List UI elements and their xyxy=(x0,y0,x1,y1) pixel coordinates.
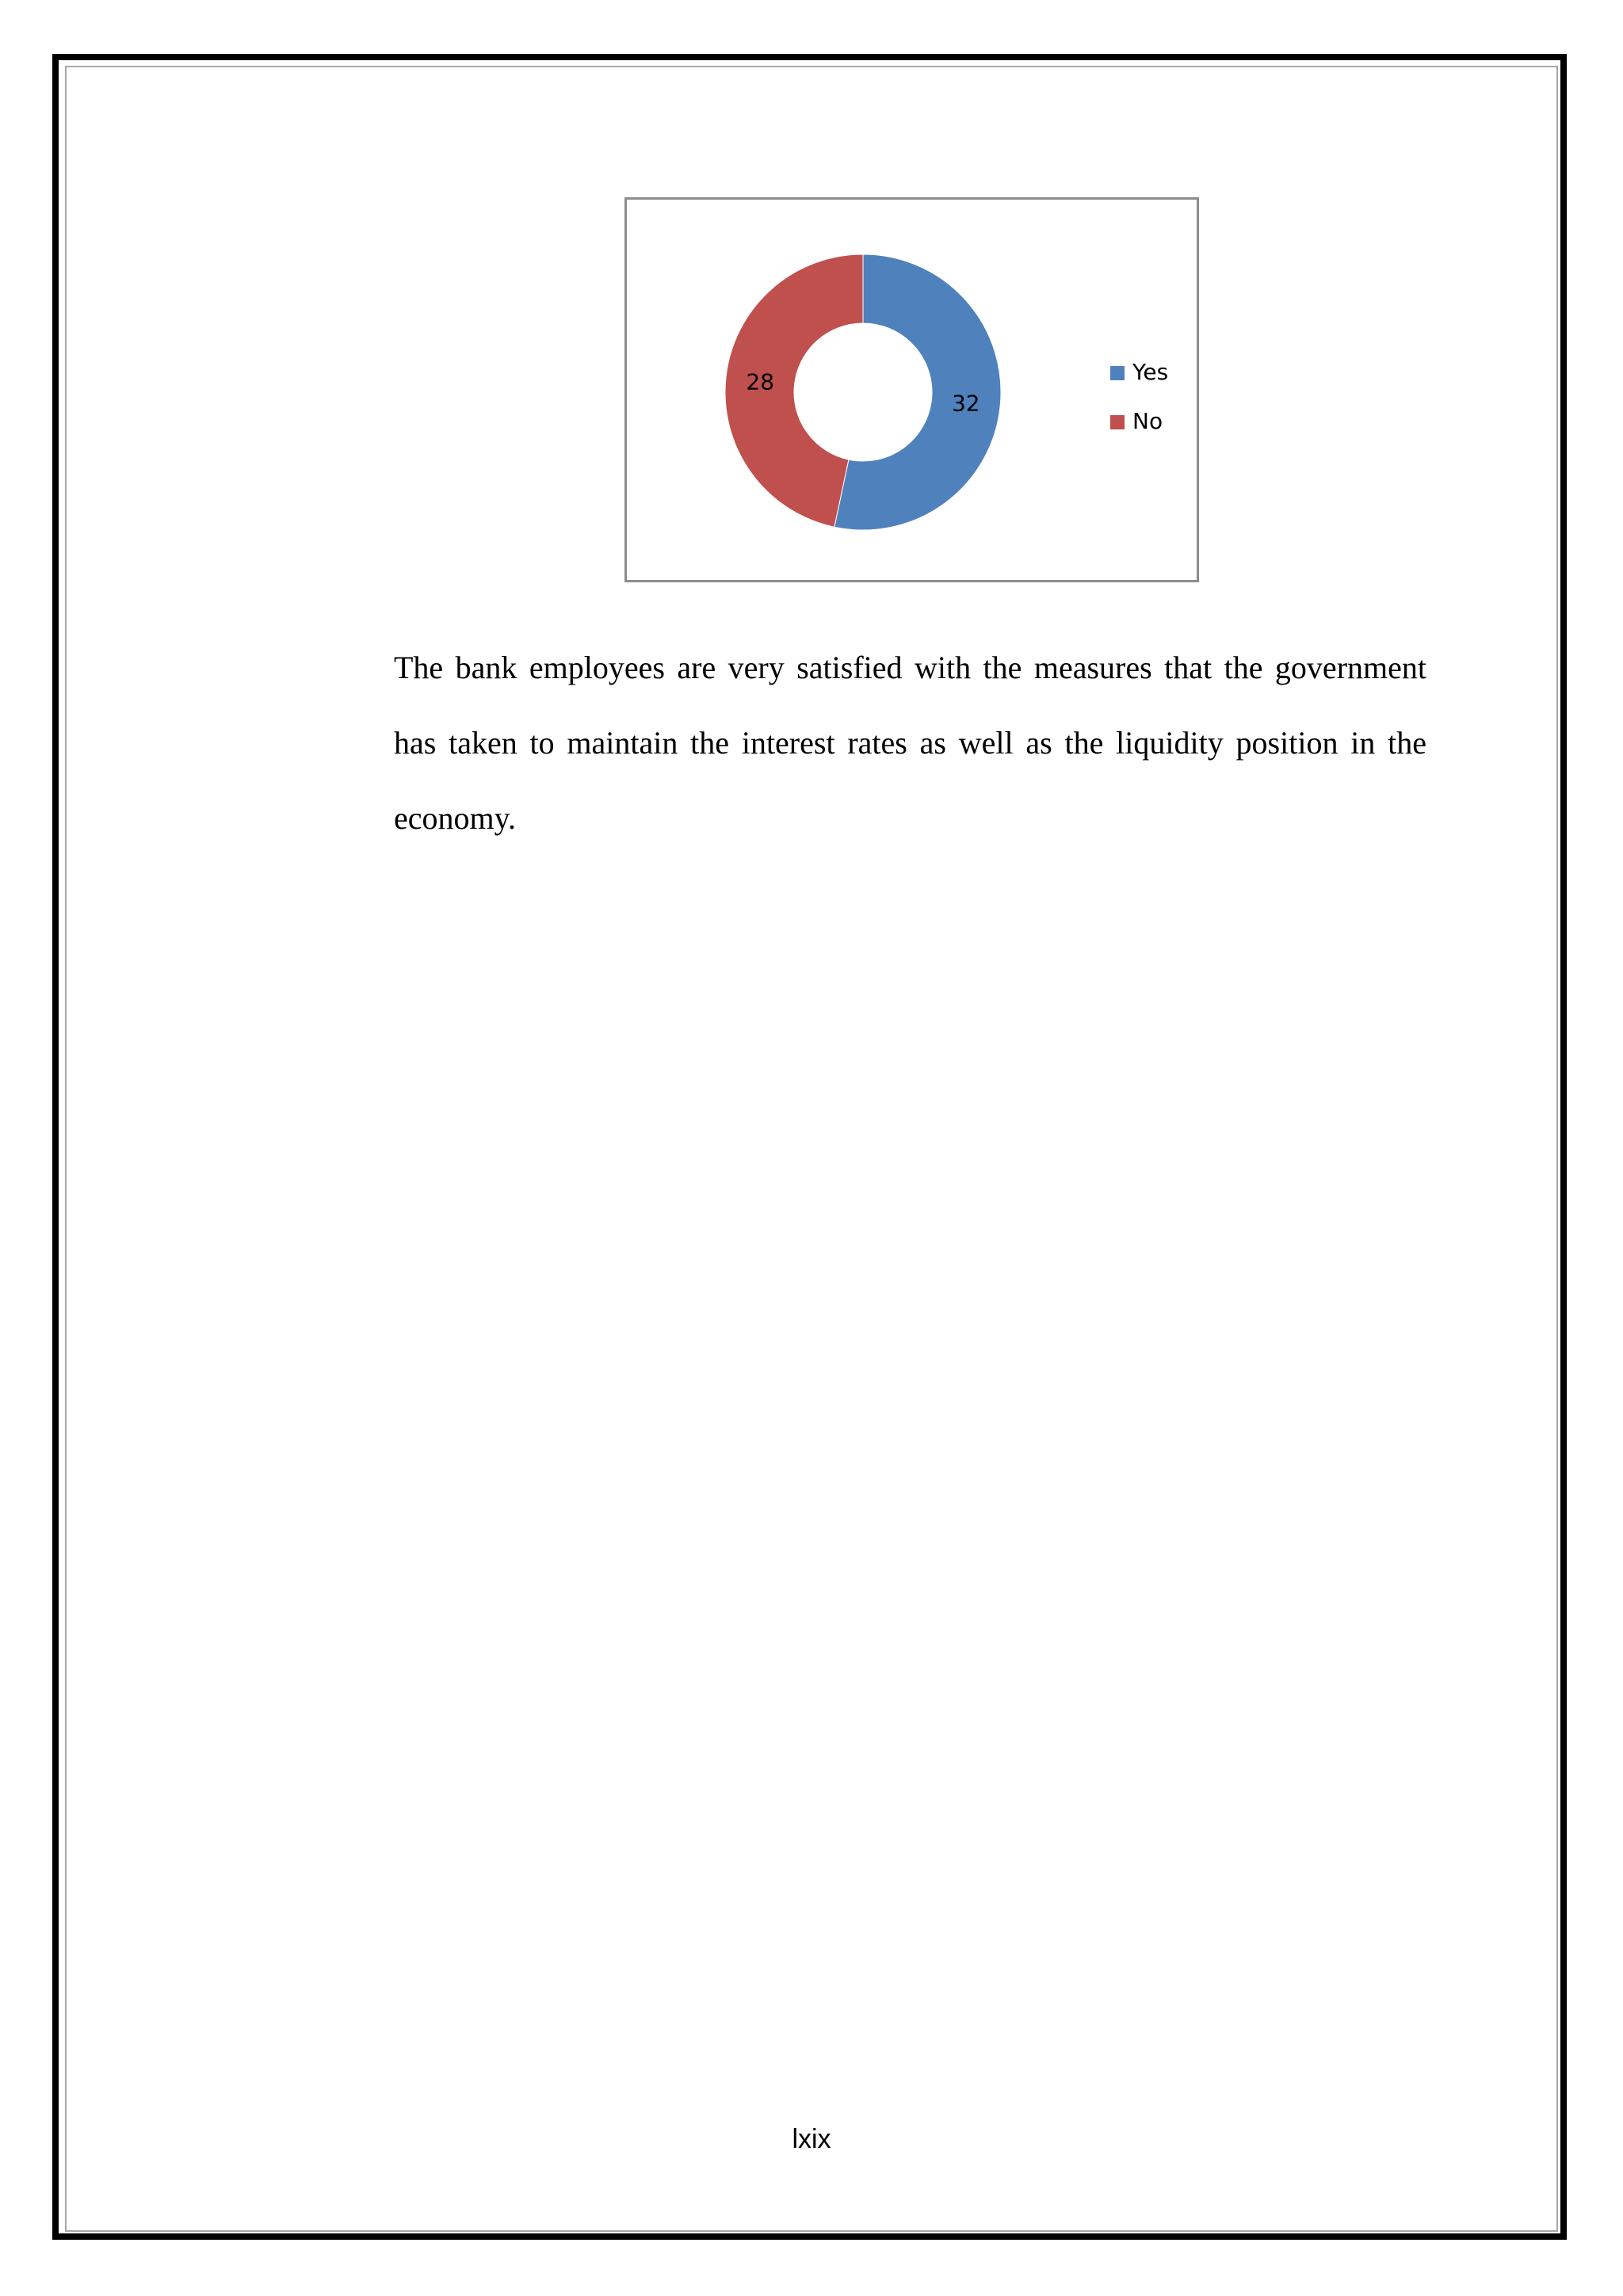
data-label-yes: 32 xyxy=(951,390,980,417)
doughnut-chart xyxy=(627,200,1201,585)
body-paragraph: The bank employees are very satisfied with the measures that the government has taken to maintain the interest rates as well as the liquidity position in the economy. xyxy=(394,650,1426,836)
page-number: lxix xyxy=(792,2124,831,2154)
data-label-no: 28 xyxy=(746,368,775,395)
legend-swatch-no xyxy=(1110,415,1125,429)
doughnut-chart-frame xyxy=(624,197,1199,582)
legend-swatch-yes xyxy=(1110,366,1125,380)
legend-label-yes: Yes xyxy=(1132,359,1169,385)
legend-label-no: No xyxy=(1132,408,1163,434)
